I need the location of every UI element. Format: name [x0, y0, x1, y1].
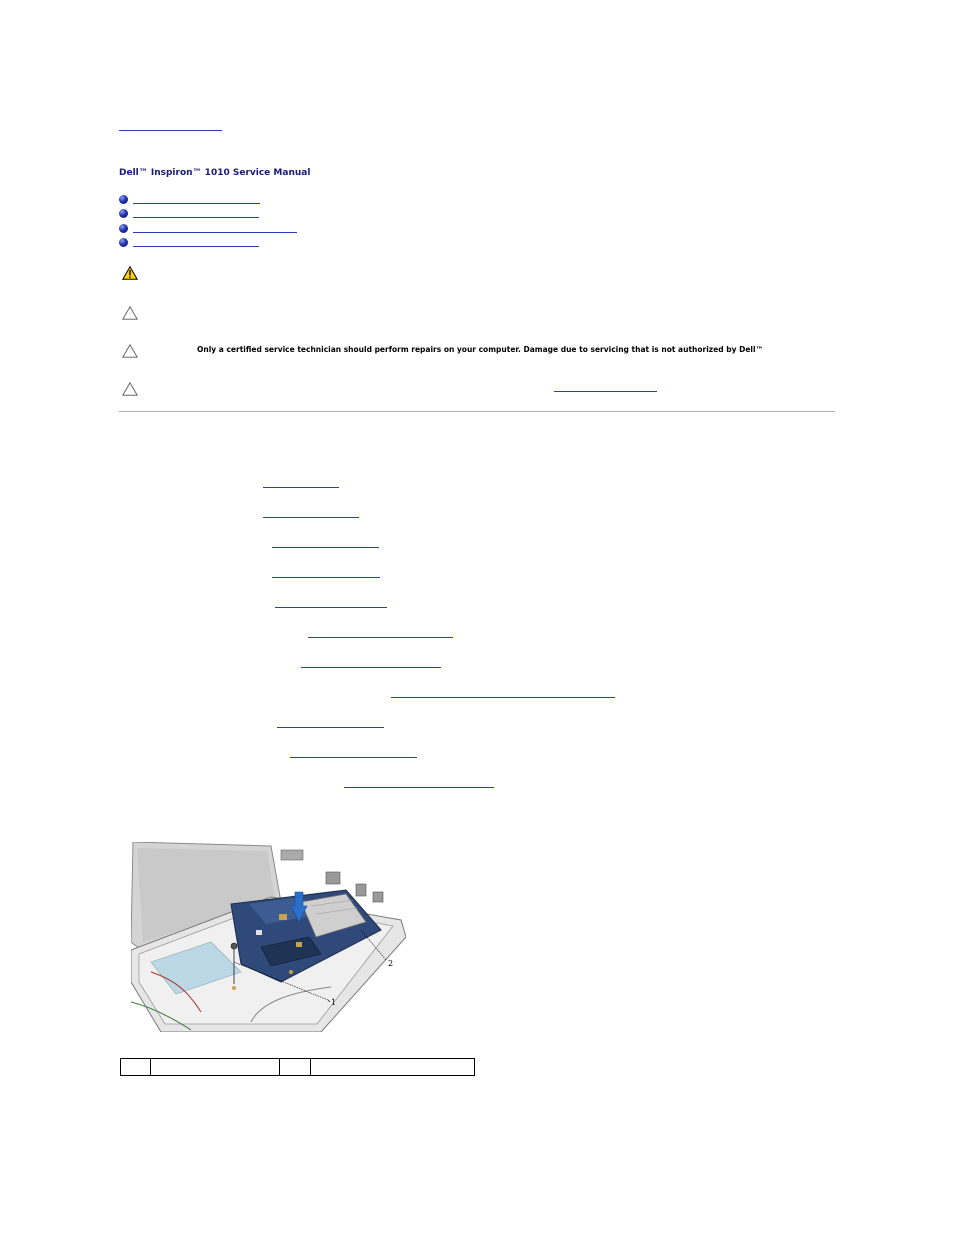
- legend-label-cell: [311, 1059, 475, 1076]
- step-link-6[interactable]: [308, 637, 453, 638]
- caution-note-text: Only a certified service technician should perform repairs on your computer. Damage due to servicing that is not authorized by Dell™: [197, 345, 764, 354]
- step-link-9[interactable]: [277, 727, 384, 728]
- step-link-1[interactable]: [263, 487, 339, 488]
- caution-triangle-icon: [122, 344, 138, 358]
- legend-label-cell: [151, 1059, 280, 1076]
- step-link-3[interactable]: [272, 547, 379, 548]
- step-link-11[interactable]: [344, 787, 494, 788]
- step-link-7[interactable]: [301, 667, 441, 668]
- legend-number-cell: [121, 1059, 151, 1076]
- callout-label-1: 1: [331, 998, 337, 1007]
- bullet-sphere-icon: [119, 238, 128, 247]
- callout-legend-table: [120, 1058, 475, 1076]
- toc-link-1[interactable]: [133, 203, 260, 204]
- bullet-sphere-icon: [119, 224, 128, 233]
- caution-triangle-icon: [122, 306, 138, 320]
- step-link-2[interactable]: [263, 517, 359, 518]
- toc-link-3[interactable]: [133, 232, 297, 233]
- step-link-8[interactable]: [391, 697, 615, 698]
- step-link-4[interactable]: [272, 577, 380, 578]
- step-link-10[interactable]: [290, 757, 417, 758]
- system-board-illustration: [131, 842, 406, 1032]
- bullet-sphere-icon: [119, 209, 128, 218]
- section-divider: [119, 411, 835, 412]
- toc-link-2[interactable]: [133, 217, 259, 218]
- manual-title: Dell™ Inspiron™ 1010 Service Manual: [119, 168, 311, 178]
- caution-triangle-icon: [122, 382, 138, 396]
- step-link-5[interactable]: [275, 607, 387, 608]
- callout-label-2: 2: [388, 959, 394, 968]
- legend-number-cell: [280, 1059, 311, 1076]
- esd-protection-link[interactable]: [554, 391, 657, 392]
- warning-triangle-icon: [122, 266, 138, 280]
- back-to-contents-link[interactable]: [119, 130, 222, 131]
- bullet-sphere-icon: [119, 195, 128, 204]
- toc-link-4[interactable]: [133, 246, 259, 247]
- table-row: [121, 1059, 475, 1076]
